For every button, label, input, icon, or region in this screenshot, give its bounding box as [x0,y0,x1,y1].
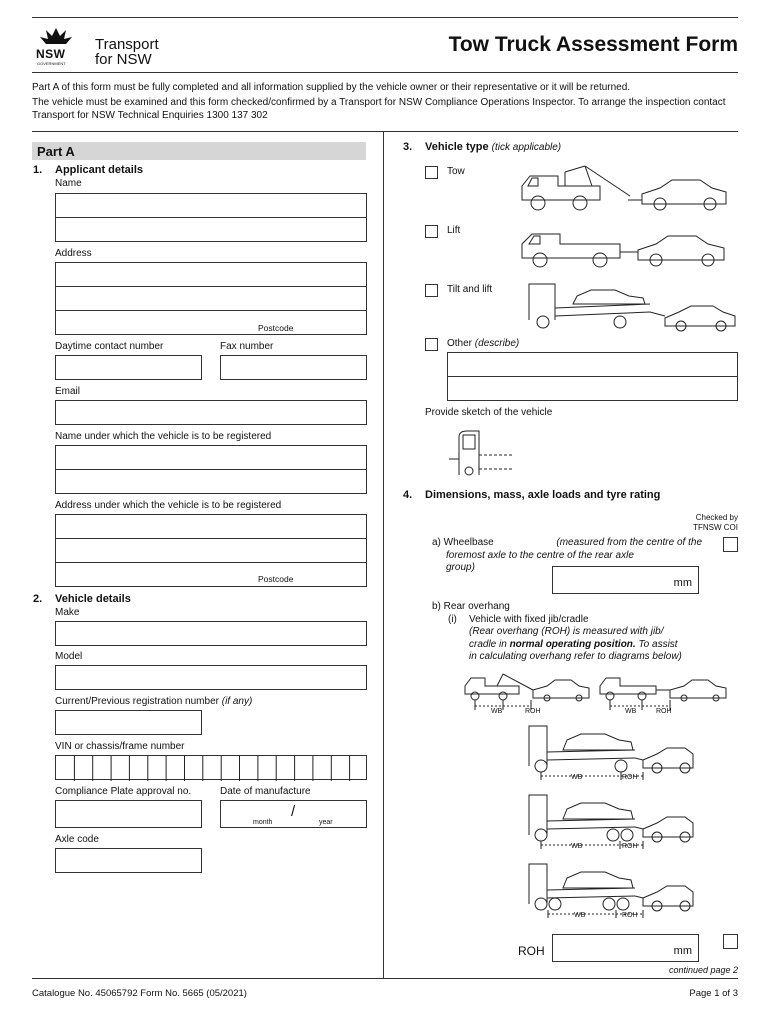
tilt-lift-checkbox[interactable] [425,284,438,297]
wheelbase-unit: mm [673,577,692,589]
lift-checkbox[interactable] [425,225,438,238]
rego-label: Current/Previous registration number (if any) [55,696,253,707]
postcode-label: Postcode [258,323,294,333]
overhang-diagram-tilt-3 [525,858,695,920]
roh-input[interactable] [552,934,699,962]
fixed-jib-label: Vehicle with fixed jib/cradle [469,614,589,625]
nsw-logo [34,26,78,66]
dom-label: Date of manufacture [220,786,311,797]
roh-label-5: ROH [622,912,638,919]
roman-i: (i) [448,614,457,625]
year-label: year [319,819,333,826]
axle-input[interactable] [55,848,202,873]
wb-label-1: WB [491,708,503,715]
other-input-2[interactable] [447,376,738,401]
wheelbase-label: a) Wheelbase (measured from the centre of the foremost axle to the centre of the rear axle group) [432,537,702,573]
wheelbase-input[interactable] [552,566,699,594]
page-number: Page 1 of 3 [689,988,738,999]
reg-address-label: Address under which the vehicle is to be registered [55,500,282,511]
reg-postcode-label: Postcode [258,574,294,584]
section-2-title: Vehicle details [55,593,131,605]
email-label: Email [55,386,81,397]
name-input-2[interactable] [55,217,367,242]
vin-label: VIN or chassis/frame number [55,741,185,752]
tow-label: Tow [447,166,465,177]
org-name-line1: Transport [95,36,159,53]
vin-character-cells [56,756,368,781]
reg-name-input-2[interactable] [55,469,367,494]
model-label: Model [55,651,83,662]
reg-address-input-1[interactable] [55,514,367,539]
name-input-1[interactable] [55,193,367,218]
section-4-title: Dimensions, mass, axle loads and tyre rating [425,489,661,501]
overhang-note: (Rear overhang (ROH) is measured with jib/ cradle in normal operating position. To assist in calculating overhang refer to diagrams below) [469,626,682,662]
compliance-input[interactable] [55,800,202,828]
section-3-title: Vehicle type (tick applicable) [425,141,562,153]
tow-checkbox[interactable] [425,166,438,179]
checked-by-label: Checked by [695,513,738,522]
vin-input[interactable] [55,755,367,780]
roh-label-3: ROH [622,774,638,781]
sketch-area[interactable] [445,425,535,480]
reg-address-input-2[interactable] [55,538,367,563]
tow-truck-diagram [520,162,735,212]
reg-address-input-3[interactable] [55,562,367,587]
roh-label-4: ROH [622,843,638,850]
rear-overhang-label: b) Rear overhang [432,601,510,612]
address-input-1[interactable] [55,262,367,287]
axle-label: Axle code [55,834,99,845]
address-label: Address [55,248,92,259]
compliance-label: Compliance Plate approval no. [55,786,192,797]
org-name-line2: for NSW [95,51,152,68]
rego-input[interactable] [55,710,202,735]
tilt-lift-label: Tilt and lift [447,284,493,295]
sketch-label: Provide sketch of the vehicle [425,407,553,418]
lift-label: Lift [447,225,461,236]
continued-note: continued page 2 [668,965,738,975]
name-label: Name [55,178,82,189]
intro-paragraph-1: Part A of this form must be fully completed and all information supplied by the vehicle owner or their representative or it will be returned. [32,82,631,93]
wb-label-2: WB [625,708,637,715]
other-checkbox[interactable] [425,338,438,351]
reg-name-label: Name under which the vehicle is to be registered [55,431,272,442]
wb-label-5: WB [574,912,586,919]
date-slash: / [291,803,296,820]
checked-by-label-2: TFNSW COI [693,523,738,532]
part-a-heading: Part A [32,142,366,160]
roh-unit: mm [673,945,692,957]
roh-label-1: ROH [525,708,541,715]
fax-input[interactable] [220,355,367,380]
address-input-2[interactable] [55,286,367,311]
catalogue-number: Catalogue No. 45065792 Form No. 5665 (05/2021) [32,988,247,999]
make-label: Make [55,607,80,618]
email-input[interactable] [55,400,367,425]
tilt-lift-truck-diagram [525,276,740,332]
wb-label-4: WB [571,843,583,850]
roh-checked-checkbox[interactable] [723,934,738,949]
reg-name-input-1[interactable] [55,445,367,470]
month-label: month [253,819,273,826]
overhang-diagram-tilt-1 [525,720,695,782]
section-1-title: Applicant details [55,164,144,176]
daytime-label: Daytime contact number [55,341,164,352]
section-2-number: 2. [33,593,43,605]
waratah-icon [36,26,76,48]
model-input[interactable] [55,665,367,690]
daytime-input[interactable] [55,355,202,380]
fax-label: Fax number [220,341,274,352]
section-3-number: 3. [403,141,413,153]
section-1-number: 1. [33,164,43,176]
intro-paragraph-2: The vehicle must be examined and this form checked/confirmed by a Transport for NSW Compliance Operations Inspector. To arrange the inspection contact Transport for NSW Technical Enquiries 1300 137 302 [32,97,726,121]
overhang-diagram-tilt-2 [525,789,695,851]
wheelbase-checked-checkbox[interactable] [723,537,738,552]
section-4-number: 4. [403,489,413,501]
lift-truck-diagram [520,218,735,268]
make-input[interactable] [55,621,367,646]
roh-label-2: ROH [656,708,672,715]
roh-field-label: ROH [518,944,545,958]
nsw-badge-sub: GOVERNMENT [37,61,66,66]
other-label: Other (describe) [447,338,520,349]
page-title: Tow Truck Assessment Form [448,33,738,56]
nsw-badge: NSW [36,47,66,61]
other-input-1[interactable] [447,352,738,377]
wb-label-3: WB [571,774,583,781]
dom-input[interactable] [220,800,367,828]
address-input-3[interactable] [55,310,367,335]
